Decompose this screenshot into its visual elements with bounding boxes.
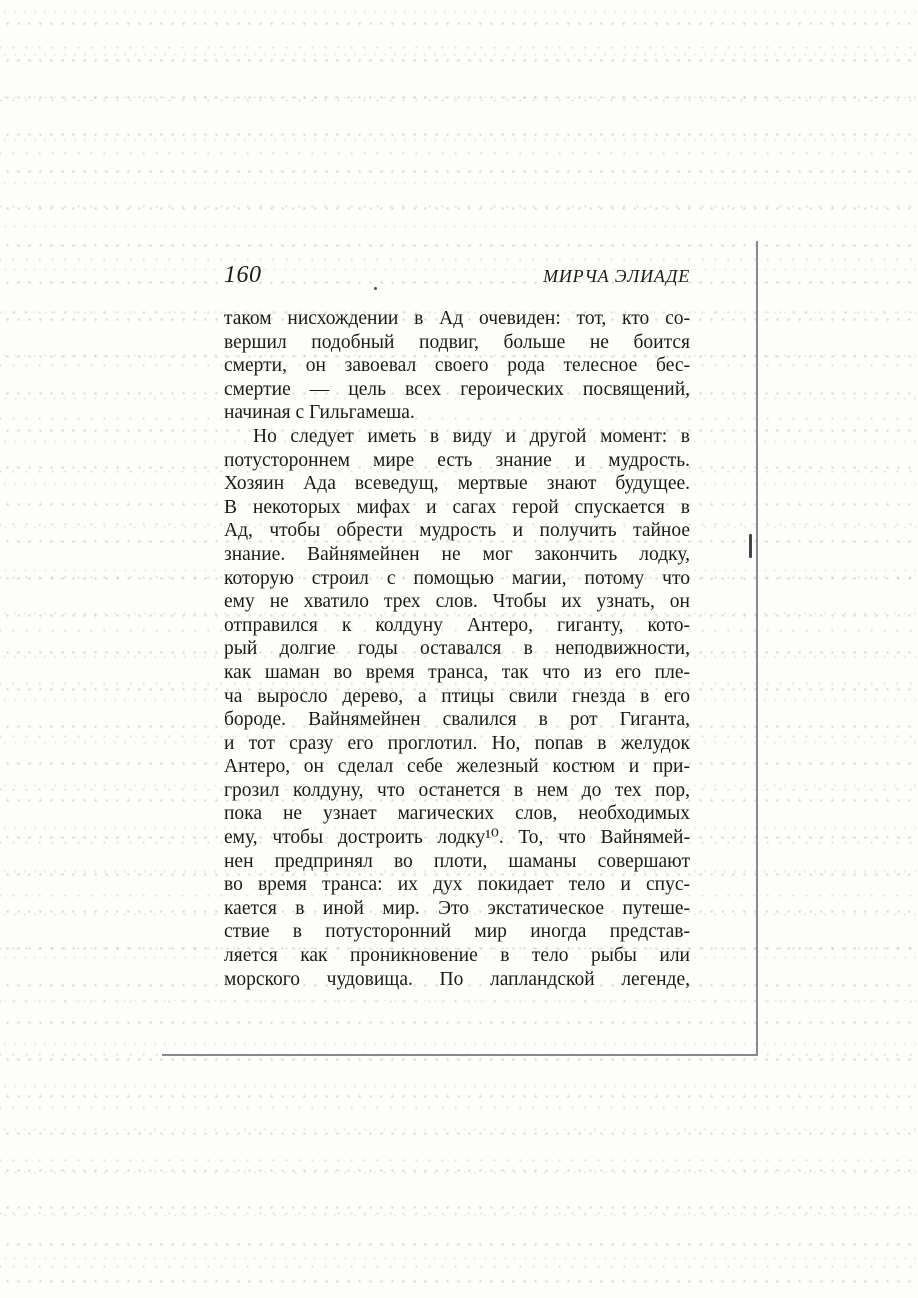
scan-speck-dot xyxy=(374,287,377,290)
page-edge-right-line xyxy=(756,241,758,1055)
running-header xyxy=(224,262,690,289)
text-line: В некоторых мифах и сагах герой спускается в xyxy=(224,496,690,518)
text-line: как шаман во время транса, так что из его пле- xyxy=(224,661,690,683)
text-line: нен предпринял во плоти, шаманы совершают xyxy=(224,850,690,872)
text-line: во время транса: их дух покидает тело и спус- xyxy=(224,874,690,896)
text-line: смертие — цель всех героических посвящений, xyxy=(224,378,690,400)
text-line: грозил колдуну, что останется в нем до тех пор, xyxy=(224,779,690,801)
text-block xyxy=(224,307,690,991)
text-line: и тот сразу его проглотил. Но, попав в желудок xyxy=(224,732,690,754)
text-line: потустороннем мире есть знание и мудрость. xyxy=(224,449,690,471)
text-line: Хозяин Ада всеведущ, мертвые знают будущее. xyxy=(224,473,690,495)
margin-mark xyxy=(749,534,752,558)
text-line: вершил подобный подвиг, больше не боится xyxy=(224,331,690,353)
text-line: ча выросло дерево, а птицы свили гнезда в его xyxy=(224,685,690,707)
paragraph xyxy=(224,307,690,425)
page-edge-bottom-line xyxy=(162,1054,758,1056)
text-line: пока не узнает магических слов, необходимых xyxy=(224,803,690,825)
text-line: смерти, он завоевал своего рода телесное бес- xyxy=(224,355,690,377)
text-line: отправился к колдуну Антеро, гиганту, кото- xyxy=(224,614,690,636)
text-line: Ад, чтобы обрести мудрость и получить тайное xyxy=(224,520,690,542)
text-line: кается в иной мир. Это экстатическое путеше- xyxy=(224,897,690,919)
running-title: МИРЧА ЭЛИАДЕ xyxy=(543,266,690,286)
text-line: ему, чтобы достроить лодку¹⁰. То, что Вайнямей- xyxy=(224,827,690,849)
page-number: 160 xyxy=(224,262,262,288)
text-line: ляется как проникновение в тело рыбы или xyxy=(224,945,690,967)
text-line: ему не хватило трех слов. Чтобы их узнать, он xyxy=(224,591,690,613)
text-line: которую строил с помощью магии, потому что xyxy=(224,567,690,589)
text-line: начиная с Гильгамеша. xyxy=(224,402,415,424)
text-line: морского чудовища. По лапландской легенде, xyxy=(224,968,690,990)
text-line: ствие в потусторонний мир иногда представ- xyxy=(224,921,690,943)
text-line: рый долгие годы оставался в неподвижности, xyxy=(224,638,690,660)
text-line: Антеро, он сделал себе железный костюм и при- xyxy=(224,756,690,778)
paragraph xyxy=(224,425,690,991)
text-line: знание. Вайнямейнен не мог закончить лодку, xyxy=(224,543,690,565)
text-line: Но следует иметь в виду и другой момент: в xyxy=(253,425,690,447)
text-line: таком нисхождении в Ад очевиден: тот, кто со- xyxy=(224,308,690,329)
text-line: бороде. Вайнямейнен свалился в рот Гиганта, xyxy=(224,709,690,731)
